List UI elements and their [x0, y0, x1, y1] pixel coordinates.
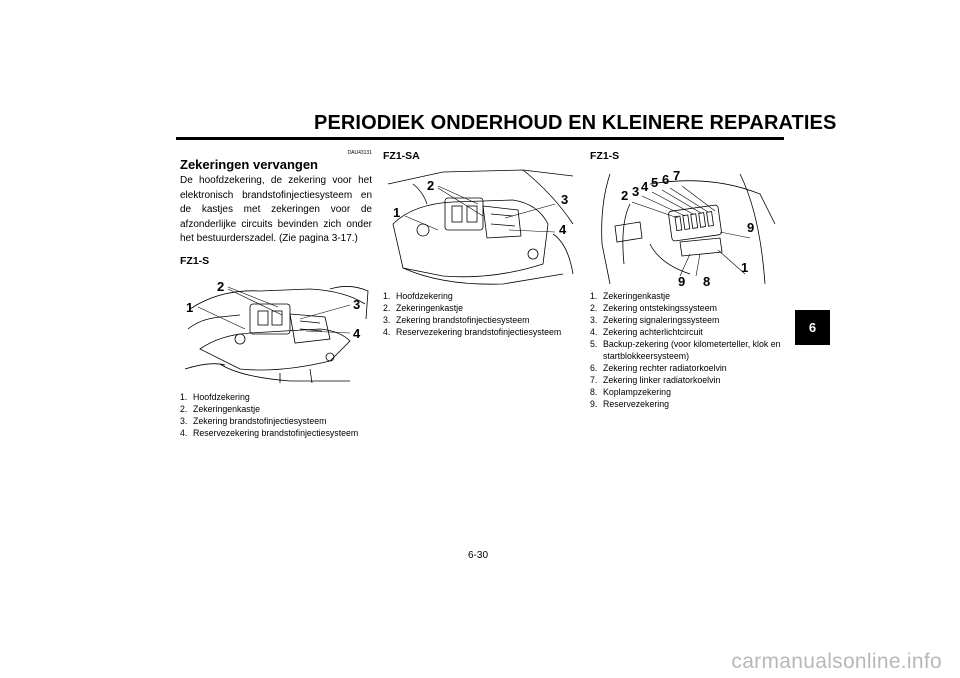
section-body: De hoofdzekering, de zekering voor het elektronisch brandstofinjectiesysteem en de kastjes met zekeringen voor de afzonderlijke circuits bevinden zich onder het bestuurderszadel. (Zie pagina 3-17.) — [180, 175, 372, 244]
callout-3: 3 — [561, 192, 569, 207]
callout-5: 5 — [651, 175, 659, 190]
header-rule — [176, 137, 784, 140]
callout-9-bottom: 9 — [678, 274, 686, 289]
figure-3-illustration — [590, 164, 785, 289]
callout-3: 3 — [353, 296, 361, 312]
legend-item: 8. Koplampzekering — [590, 387, 671, 397]
callout-3: 3 — [632, 184, 640, 199]
figure-1-title: FZ1-S — [180, 254, 210, 267]
watermark: carmanualsonline.info — [731, 650, 942, 673]
page-header-title: PERIODIEK ONDERHOUD EN KLEINERE REPARATIES — [314, 112, 837, 134]
figure-1-illustration — [180, 269, 372, 387]
callout-2: 2 — [621, 188, 629, 203]
legend-item: 4. Reservezekering brandstofinjectiesysteem — [180, 427, 359, 438]
legend-item: 9. Reservezekering — [590, 399, 670, 409]
legend-item: 4. Reservezekering brandstofinjectiesysteem — [383, 327, 562, 337]
callout-9-right: 9 — [747, 220, 755, 235]
callout-4: 4 — [641, 179, 649, 194]
callout-7: 7 — [673, 168, 681, 183]
callout-8: 8 — [703, 274, 711, 289]
section-title: Zekeringen vervangen — [180, 157, 318, 172]
figure-2-drawing — [383, 164, 578, 286]
figure-3-legend — [590, 290, 785, 410]
column-3 — [590, 150, 785, 410]
callout-4: 4 — [353, 325, 361, 341]
figure-3-drawing — [590, 164, 785, 286]
legend-item: 1. Hoofdzekering — [180, 391, 250, 402]
legend-item: 1. Hoofdzekering — [383, 291, 453, 301]
legend-item: 3. Zekering brandstofinjectiesysteem — [383, 315, 530, 325]
legend-item: 1. Zekeringenkastje — [590, 291, 670, 301]
column-1 — [180, 150, 372, 439]
figure-2-illustration — [383, 164, 578, 286]
figure-2-legend — [383, 290, 578, 338]
callout-2: 2 — [427, 178, 435, 193]
figure-1-drawing — [180, 269, 372, 387]
figure-2-title: FZ1-SA — [383, 150, 420, 162]
callout-4: 4 — [559, 222, 567, 237]
legend-item: 2. Zekering ontstekingssysteem — [590, 303, 717, 313]
callout-1: 1 — [186, 299, 194, 315]
chapter-tab: 6 — [795, 310, 830, 345]
figure-1-legend — [180, 391, 372, 439]
legend-item: 7. Zekering linker radiatorkoelvin — [590, 375, 721, 385]
legend-item: 2. Zekeringenkastje — [180, 403, 260, 414]
legend-item: 5. Backup-zekering (voor kilometerteller, klok en startblokkeersysteem) — [590, 339, 781, 361]
document-code: DAU43131 — [347, 150, 372, 156]
legend-item: 4. Zekering achterlichtcircuit — [590, 327, 703, 337]
callout-6: 6 — [662, 172, 670, 187]
callout-1: 1 — [741, 260, 749, 275]
column-2 — [383, 150, 578, 338]
legend-item: 3. Zekering brandstofinjectiesysteem — [180, 415, 327, 426]
figure-3-title: FZ1-S — [590, 150, 620, 162]
page-number: 6-30 — [468, 550, 489, 561]
callout-2: 2 — [217, 278, 225, 294]
legend-item: 3. Zekering signaleringssysteem — [590, 315, 720, 325]
legend-item: 6. Zekering rechter radiatorkoelvin — [590, 363, 727, 373]
legend-item: 2. Zekeringenkastje — [383, 303, 463, 313]
callout-1: 1 — [393, 205, 401, 220]
